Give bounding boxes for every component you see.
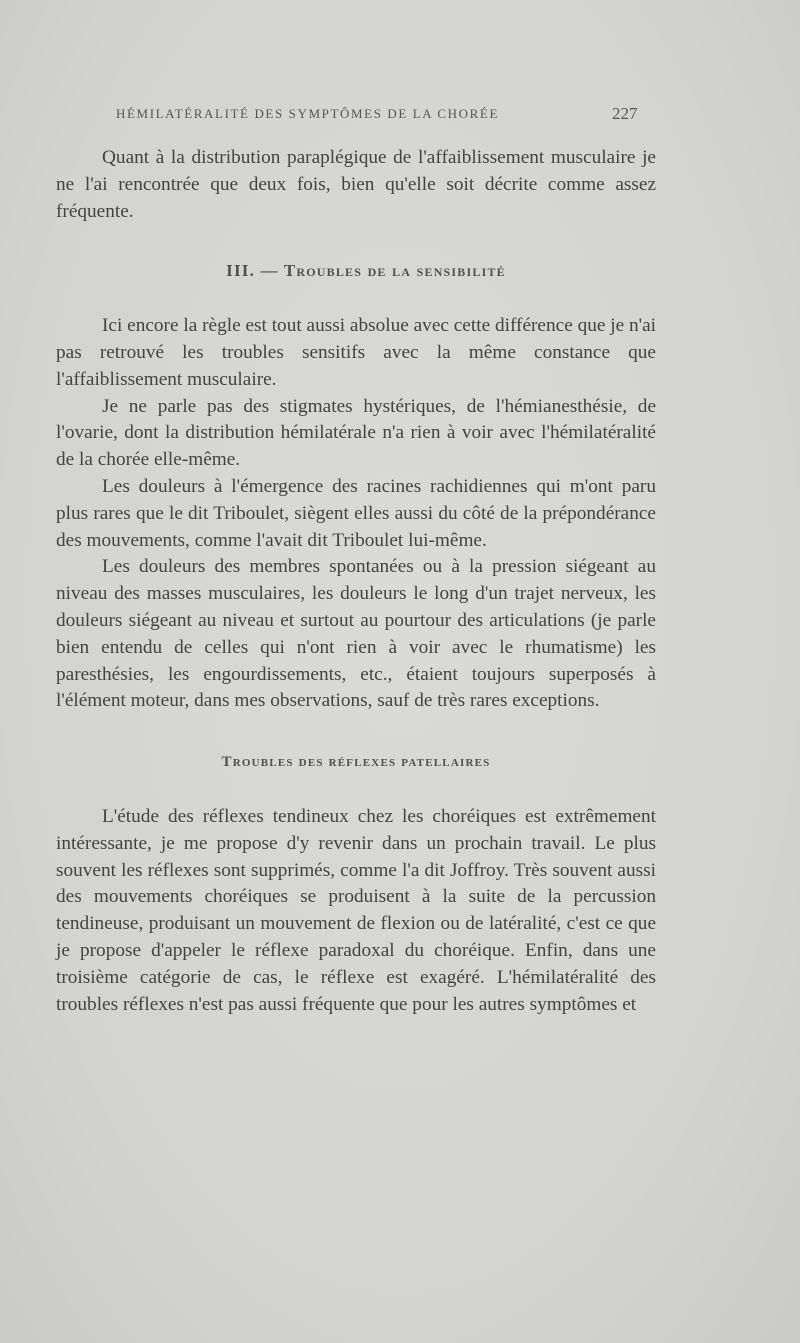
paragraph-limb-pains: Les douleurs des membres spontanées ou à la pression siégeant au niveau des masses musculaires, les douleurs le long d'un trajet nerveux, les douleurs siégeant au niveau et surtout au pourtour des articulations (je parle bien entendu de celles qui n'ont rien à voir avec le rhumatisme) les paresthésies, les engourdissements, etc., étaient toujours superposés à l'élément moteur, dans mes observations, sauf de très rares exceptions. [56,556,656,712]
paragraph-root-pains: Les douleurs à l'émergence des racines rachidiennes qui m'ont paru plus rares que le dit Triboulet, siègent elles aussi du côté de la prépondérance des mouvements, comme l'avait dit Triboulet lui-même. [56,475,656,551]
section-heading-reflexes: Troubles des réflexes patellaires [221,754,491,771]
paragraph-paraplegic-distribution: Quant à la distribution paraplégique de l'affaiblissement musculaire je ne l'ai rencontrée que deux fois, bien qu'elle soit décrite comme assez fréquente. [56,147,656,222]
body-text [56,145,656,1018]
paragraph-tendon-reflexes: L'étude des réflexes tendineux chez les choréiques est extrêmement intéressante, je me propose d'y revenir dans un prochain travail. Le plus souvent les réflexes sont supprimés, comme l'a dit Joffroy. Très souvent aussi des mouvements choréiques se produisent à la suite de la percussion tendineuse, produisant un mouvement de flexion ou de latéralité, c'est ce que je propose d'appeler le réflexe paradoxal du choréique. Enfin, dans une troisième catégorie de cas, le réflexe est exagéré. L'hémilatéralité des troubles réflexes n'est pas aussi fréquente que pour les autres symptômes et [56,805,656,1015]
paragraph-hysterical-stigmata: Je ne parle pas des stigmates hystériques, de l'hémianesthésie, de l'ovarie, dont la distribution hémilatérale n'a rien à voir avec l'hémilatéralité de la chorée elle-même. [56,395,656,471]
running-title: HÉMILATÉRALITÉ DES SYMPTÔMES DE LA CHORÉE [116,106,500,121]
paragraph-sensitive-troubles: Ici encore la règle est tout aussi absolue avec cette différence que je n'ai pas retrouvé les troubles sensitifs avec la même constance que l'affaiblissement musculaire. [56,315,656,390]
page-number: 227 [612,104,638,123]
section-heading-sensibility: III. — Troubles de la sensibilité [226,261,506,281]
